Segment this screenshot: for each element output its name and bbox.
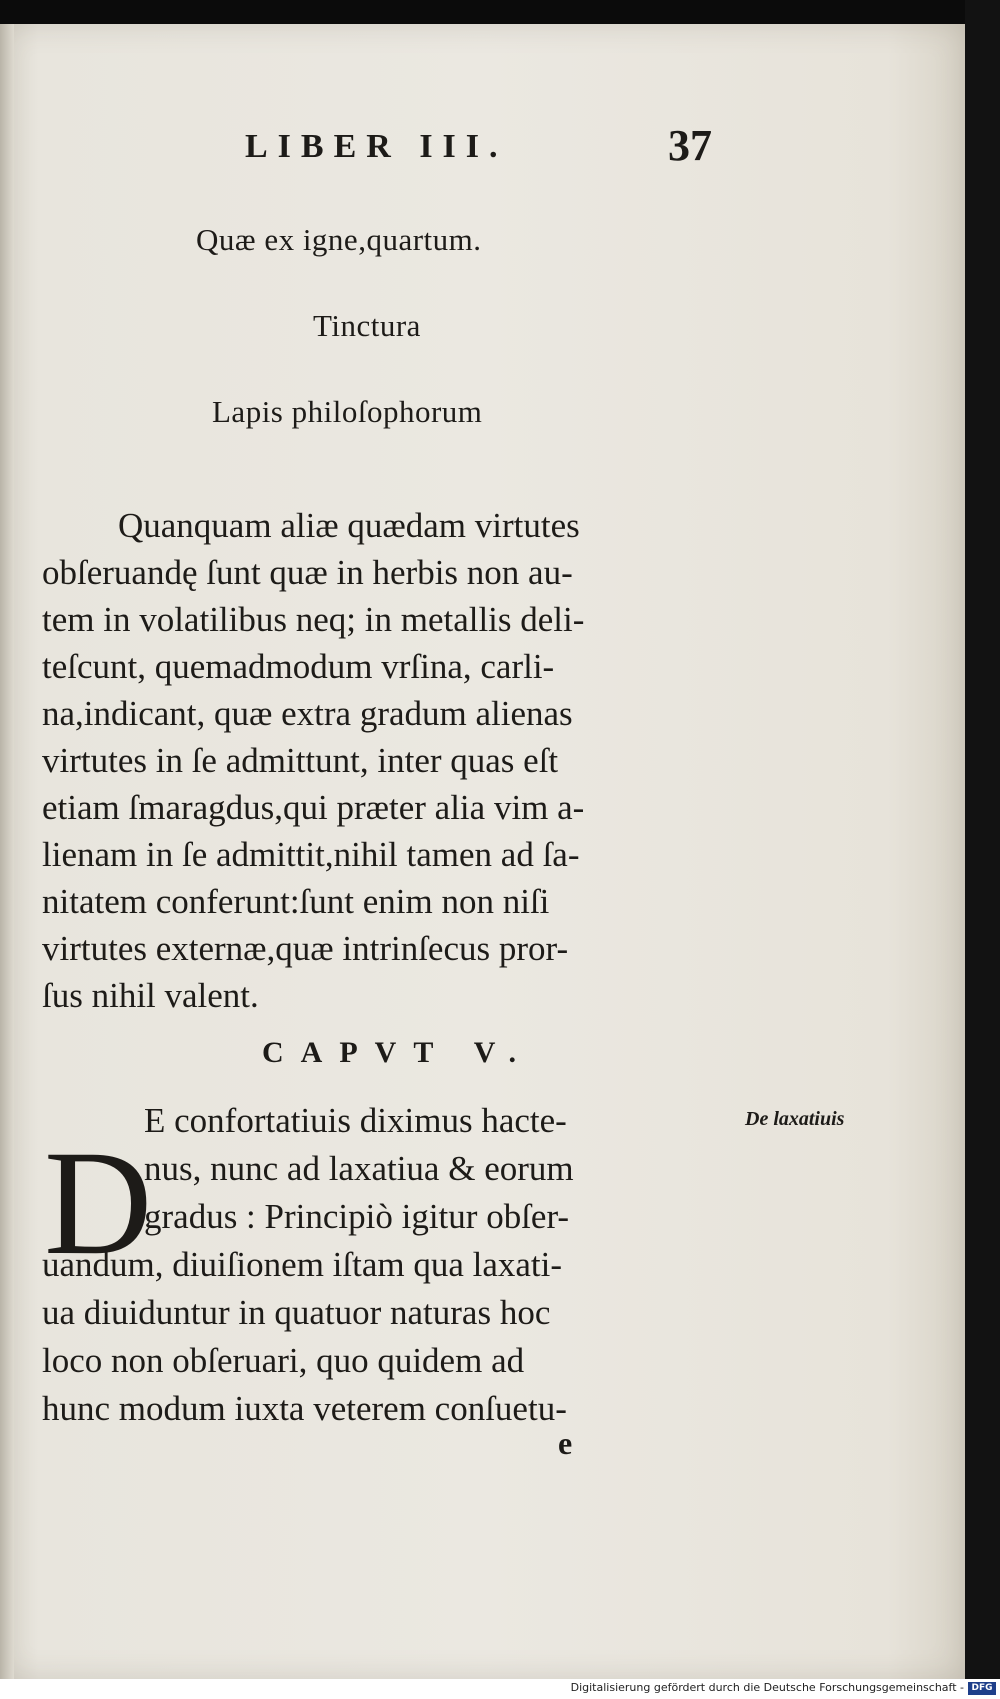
page-number: 37 bbox=[668, 121, 712, 170]
text-line: Quanquam aliæ quædam virtutes bbox=[118, 506, 580, 545]
text-line: virtutes in ſe admittunt, inter quas eſt bbox=[42, 741, 559, 780]
text-line: ſus nihil valent. bbox=[42, 976, 259, 1015]
text-line: virtutes externæ,quæ intrinſecus pror- bbox=[42, 929, 569, 968]
chapter-heading: CAPVT V. bbox=[262, 1036, 534, 1069]
text-line: gradus : Principiò igitur obſer- bbox=[144, 1197, 570, 1236]
text-line: uandum, diuiſionem iſtam qua laxati- bbox=[42, 1245, 563, 1284]
text-line: E confortatiuis diximus hacte- bbox=[144, 1101, 567, 1140]
scan-background-right bbox=[965, 0, 1000, 1699]
digitization-footer bbox=[0, 1679, 1000, 1699]
list-item-lapis: Lapis philoſophorum bbox=[212, 394, 483, 429]
running-head: LIBER III. bbox=[245, 128, 508, 165]
footer-credit: Digitalisierung gefördert durch die Deutsche Forschungsgemeinschaft - bbox=[570, 1681, 964, 1694]
drop-cap: D bbox=[44, 1120, 153, 1286]
text-line: teſcunt, quemadmodum vrſina, carli- bbox=[42, 647, 555, 686]
dfg-logo-icon: DFG bbox=[968, 1682, 996, 1695]
text-line: tem in volatilibus neq; in metallis deli- bbox=[42, 600, 585, 639]
text-line: loco non obſeruari, quo quidem ad bbox=[42, 1341, 525, 1380]
list-item-tinctura: Tinctura bbox=[313, 308, 421, 343]
page-gutter-edge bbox=[0, 24, 14, 1679]
marginal-note: De laxatiuis bbox=[745, 1108, 845, 1130]
text-line: lienam in ſe admittit,nihil tamen ad ſa- bbox=[42, 835, 580, 874]
paragraph-virtutes bbox=[42, 502, 722, 1019]
text-line: hunc modum iuxta veterem conſuetu- bbox=[42, 1389, 567, 1428]
catchword: e bbox=[558, 1425, 573, 1461]
text-line: etiam ſmaragdus,qui præter alia vim a- bbox=[42, 788, 585, 827]
text-line: nus, nunc ad laxatiua & eorum bbox=[144, 1149, 574, 1188]
list-item-quartum: Quæ ex igne,quartum. bbox=[196, 222, 482, 257]
text-line: na,indicant, quæ extra gradum alienas bbox=[42, 694, 573, 733]
text-line: ua diuiduntur in quatuor naturas hoc bbox=[42, 1293, 551, 1332]
paragraph-laxatiua bbox=[42, 1097, 732, 1433]
text-line: nitatem conferunt:ſunt enim non niſi bbox=[42, 882, 550, 921]
text-line: obſeruandę ſunt quæ in herbis non au- bbox=[42, 553, 573, 592]
